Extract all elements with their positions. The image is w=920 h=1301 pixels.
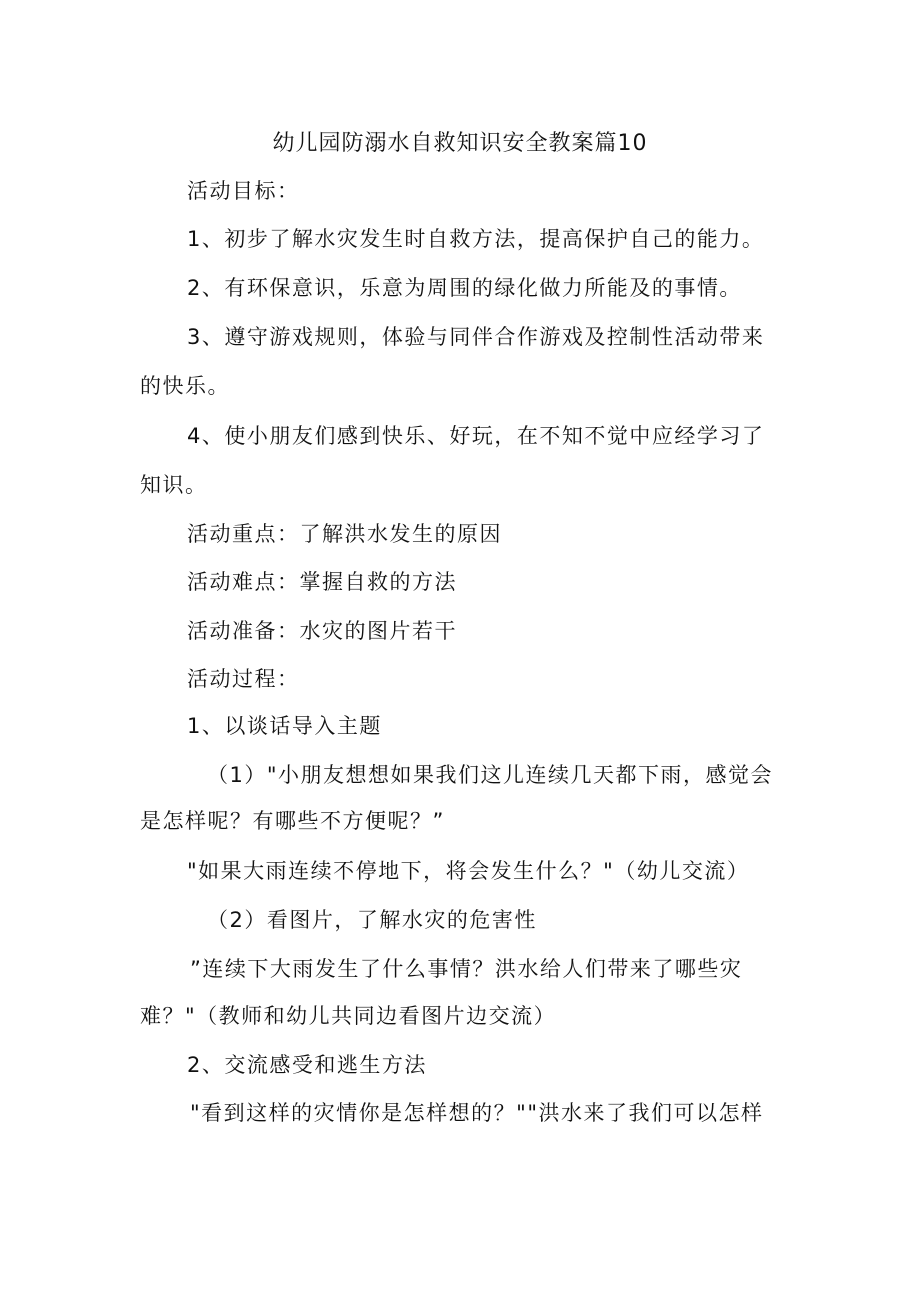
paragraph-line: 活动过程： (187, 667, 300, 691)
paragraph-line: 1、初步了解水灾发生时自救方法，提高保护自己的能力。 (187, 227, 765, 251)
paragraph-line: 是怎样呢？有哪些不方便呢？” (140, 809, 445, 833)
paragraph-line: 活动目标： (187, 179, 300, 203)
paragraph-line: 活动难点：掌握自救的方法 (187, 570, 457, 594)
paragraph-line: 1、以谈话导入主题 (187, 714, 382, 738)
paragraph-line: ”连续下大雨发生了什么事情？洪水给人们带来了哪些灾 (190, 957, 743, 981)
paragraph-line: 2、交流感受和逃生方法 (187, 1053, 427, 1077)
paragraph-line: 4、使小朋友们感到快乐、好玩，在不知不觉中应经学习了 (187, 424, 765, 448)
paragraph-line: "如果大雨连续不停地下，将会发生什么？"（幼儿交流） (187, 859, 750, 883)
paragraph-line: 知识。 (140, 473, 208, 497)
paragraph-line: 2、有环保意识，乐意为周围的绿化做力所能及的事情。 (187, 276, 742, 300)
paragraph-line: （2）看图片，了解水灾的危害性 (207, 908, 537, 932)
paragraph-line: 活动准备：水灾的图片若干 (187, 619, 457, 643)
paragraph-line: 活动重点：了解洪水发生的原因 (187, 522, 502, 546)
paragraph-line: （1）"小朋友想想如果我们这儿连续几天都下雨，感觉会 (207, 763, 774, 787)
paragraph-line: 的快乐。 (140, 374, 230, 398)
paragraph-line: 难？"（教师和幼儿共同边看图片边交流） (140, 1004, 557, 1028)
paragraph-line: 3、遵守游戏规则，体验与同伴合作游戏及控制性活动带来 (187, 325, 765, 349)
paragraph-line: "看到这样的灾情你是怎样想的？""洪水来了我们可以怎样 (190, 1101, 764, 1125)
document-title: 幼儿园防溺水自救知识安全教案篇10 (272, 131, 648, 156)
